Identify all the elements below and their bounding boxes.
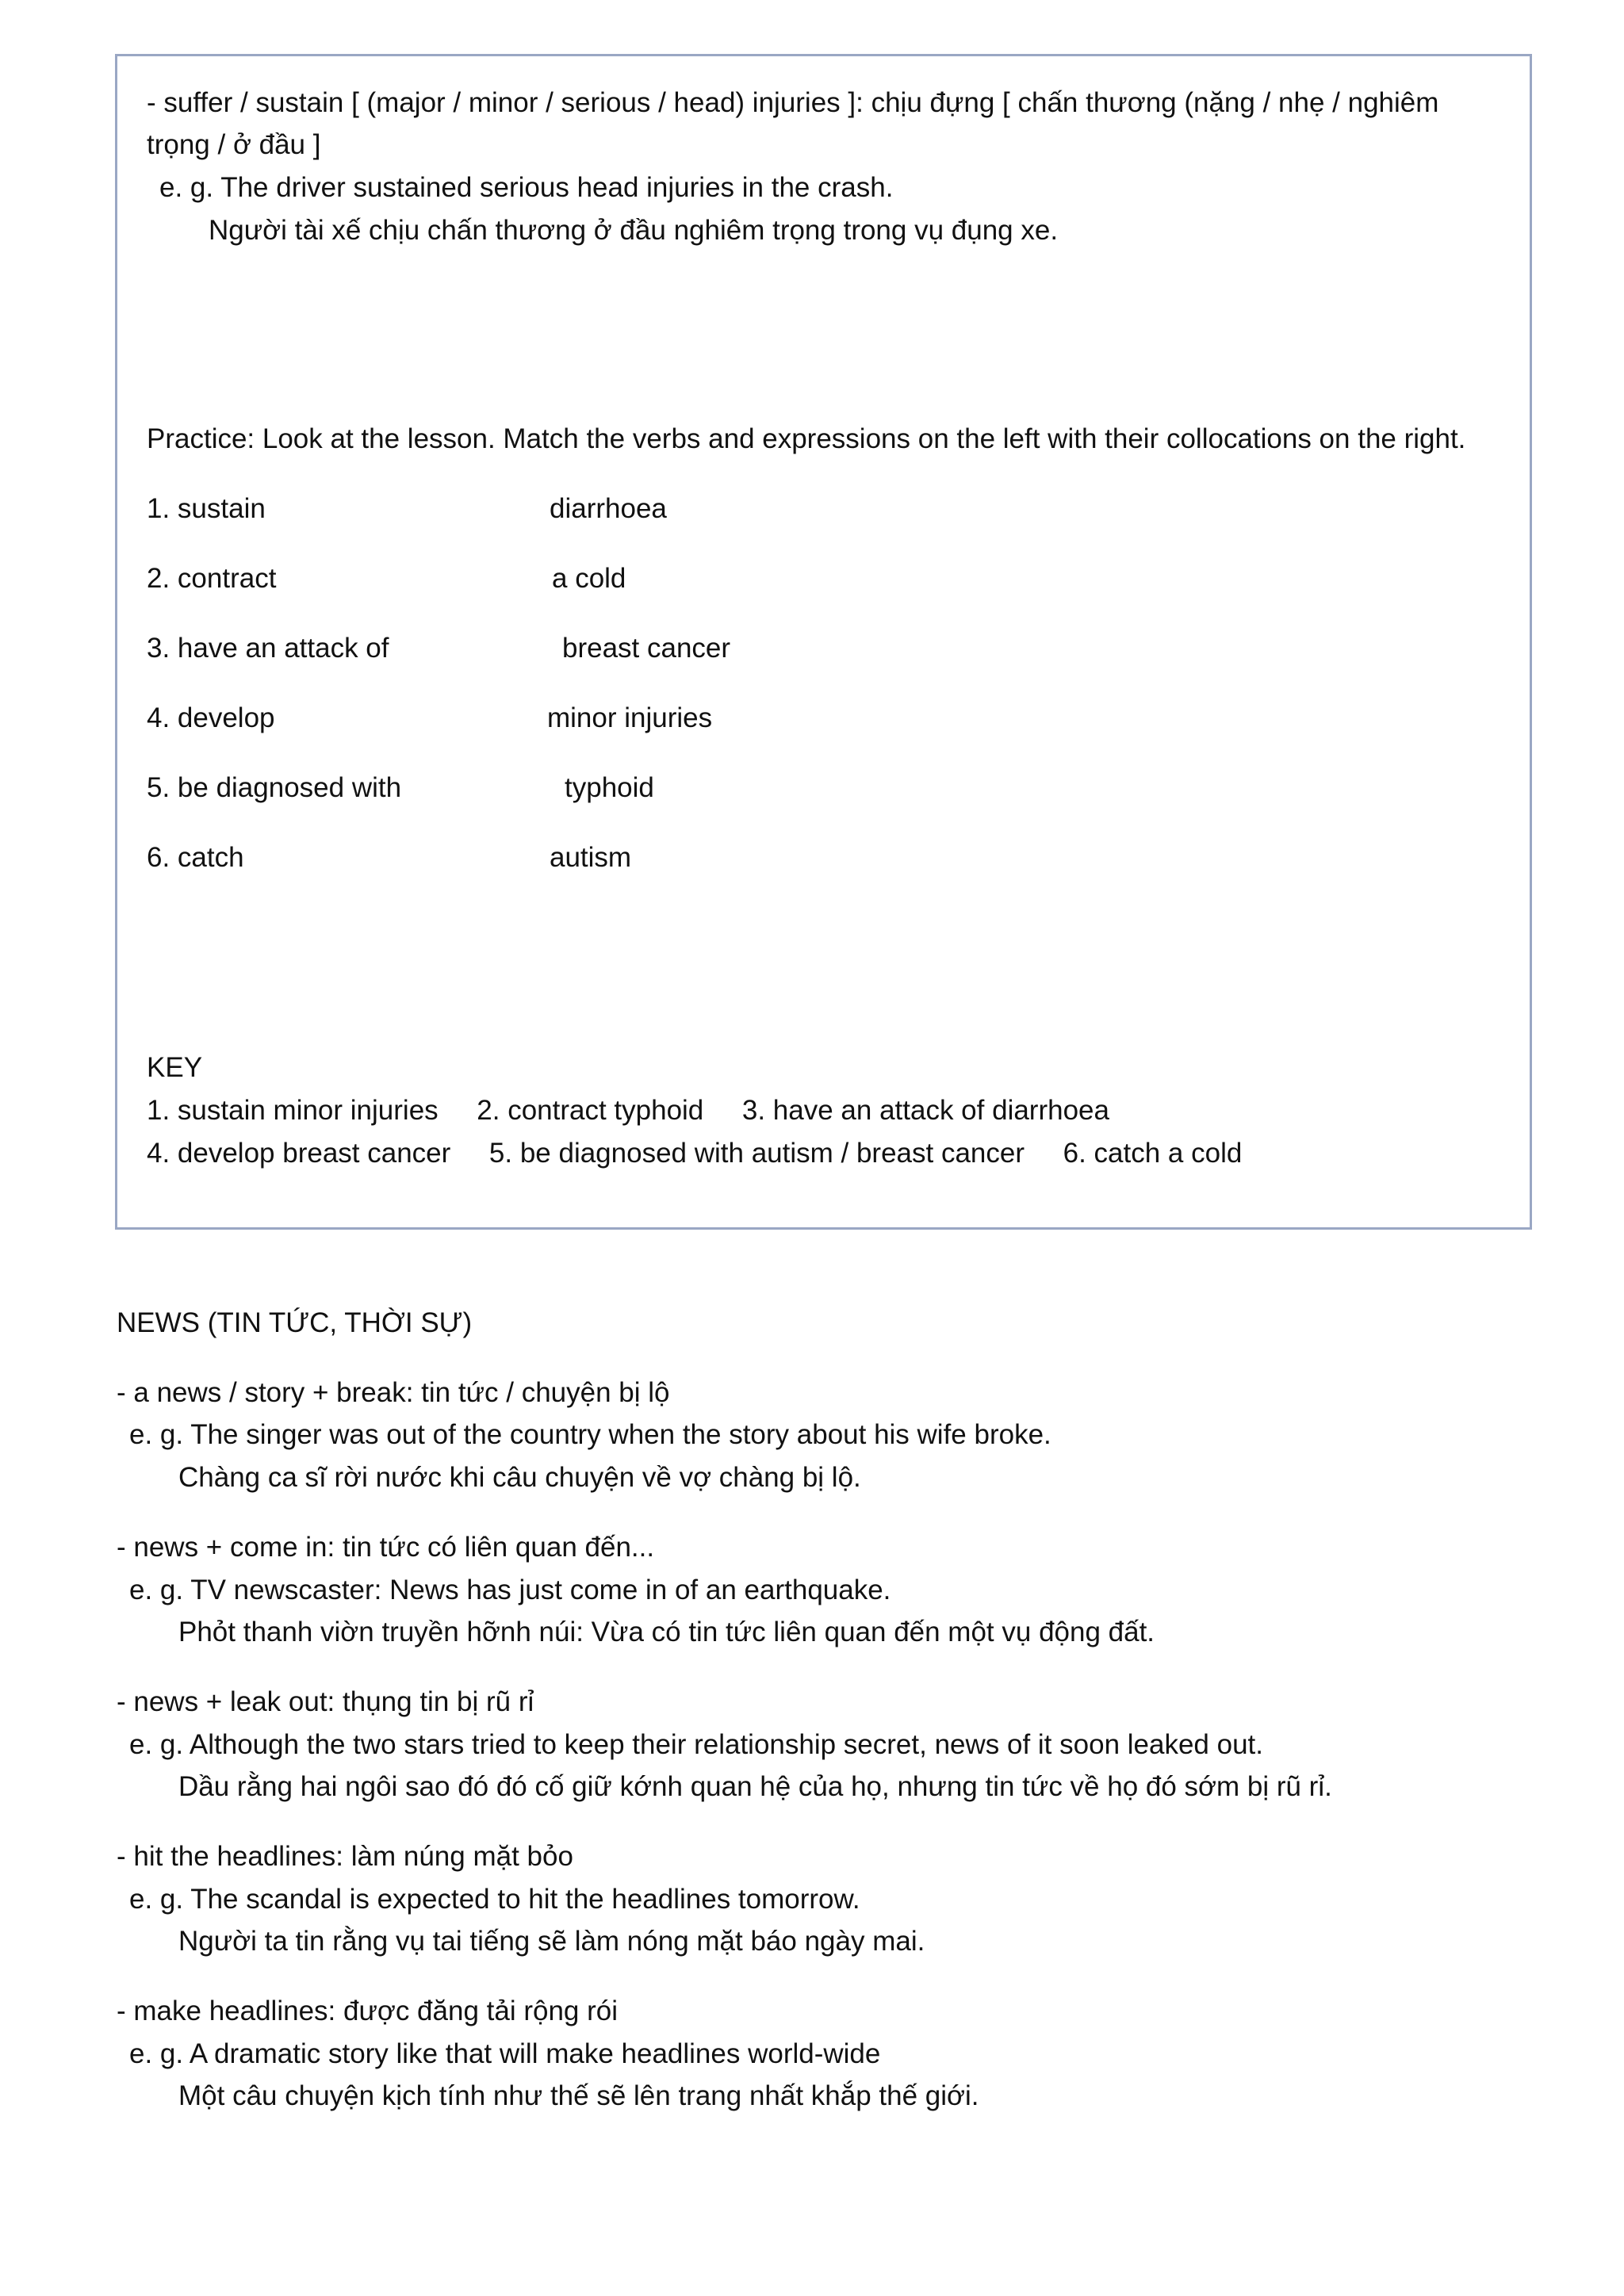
news-term: - news + leak out: thụng tin bị rũ rỉ <box>117 1686 534 1717</box>
practice-instruction: Practice: Look at the lesson. Match the verbs and expressions on the left with their collocations on the right. <box>147 423 1466 454</box>
news-example-vietnamese: Một câu chuyện kịch tính như thế sẽ lên trang nhất khắp thế giới. <box>178 2080 979 2111</box>
pair-left: 1. sustain <box>147 493 266 524</box>
news-example-english: e. g. The singer was out of the country when the story about his wife broke. <box>129 1419 1051 1450</box>
pair-right: minor injuries <box>547 702 713 733</box>
news-example-vietnamese: Chàng ca sĩ rời nước khi câu chuyện về vợ chàng bị lộ. <box>178 1462 861 1493</box>
news-heading: NEWS (TIN TỨC, THỜI SỰ) <box>117 1307 473 1338</box>
pair-left: 6. catch <box>147 842 244 873</box>
pair-right: diarrhoea <box>550 493 667 524</box>
news-term: - a news / story + break: tin tức / chuyện bị lộ <box>117 1377 670 1408</box>
pair-right: autism <box>550 842 632 873</box>
pair-left: 3. have an attack of <box>147 633 389 664</box>
key-title: KEY <box>147 1052 203 1083</box>
news-example-english: e. g. TV newscaster: News has just come in of an earthquake. <box>129 1575 891 1605</box>
news-term: - make headlines: được đăng tải rộng rói <box>117 1996 618 2026</box>
news-example-vietnamese: Phỏt thanh viờn truyền hỡnh núi: Vừa có tin tức liên quan đến một vụ động đất. <box>178 1617 1155 1647</box>
news-example-vietnamese: Dầu rằng hai ngôi sao đó đó cố giữ kớnh quan hệ của họ, nhưng tin tức về họ đó sớm bị rũ rỉ. <box>178 1771 1332 1802</box>
entry-line-1: - suffer / sustain [ (major / minor / serious / head) injuries ]: chịu đựng [ chấn thương (nặng / nhẹ / nghiêm <box>147 87 1439 118</box>
pair-left: 4. develop <box>147 702 275 733</box>
news-example-english: e. g. The scandal is expected to hit the headlines tomorrow. <box>129 1884 860 1915</box>
example-english: e. g. The driver sustained serious head injuries in the crash. <box>159 172 894 203</box>
news-example-english: e. g. Although the two stars tried to keep their relationship secret, news of it soon leaked out. <box>129 1729 1263 1760</box>
entry-line-2: trọng / ở đầu ] <box>147 129 321 160</box>
pair-right: a cold <box>552 563 626 594</box>
pair-left: 2. contract <box>147 563 277 594</box>
key-line-1: 1. sustain minor injuries 2. contract typhoid 3. have an attack of diarrhoea <box>147 1095 1109 1126</box>
key-line-2: 4. develop breast cancer 5. be diagnosed with autism / breast cancer 6. catch a cold <box>147 1138 1243 1169</box>
news-term: - hit the headlines: làm núng mặt bỏo <box>117 1841 573 1872</box>
pair-left: 5. be diagnosed with <box>147 772 402 803</box>
news-term: - news + come in: tin tức có liên quan đến... <box>117 1532 655 1563</box>
pair-right: breast cancer <box>562 633 731 664</box>
news-example-english: e. g. A dramatic story like that will make headlines world-wide <box>129 2038 881 2069</box>
news-example-vietnamese: Người ta tin rằng vụ tai tiếng sẽ làm nóng mặt báo ngày mai. <box>178 1926 925 1957</box>
example-vietnamese: Người tài xế chịu chấn thương ở đầu nghiêm trọng trong vụ đụng xe. <box>209 215 1059 246</box>
pair-right: typhoid <box>565 772 654 803</box>
